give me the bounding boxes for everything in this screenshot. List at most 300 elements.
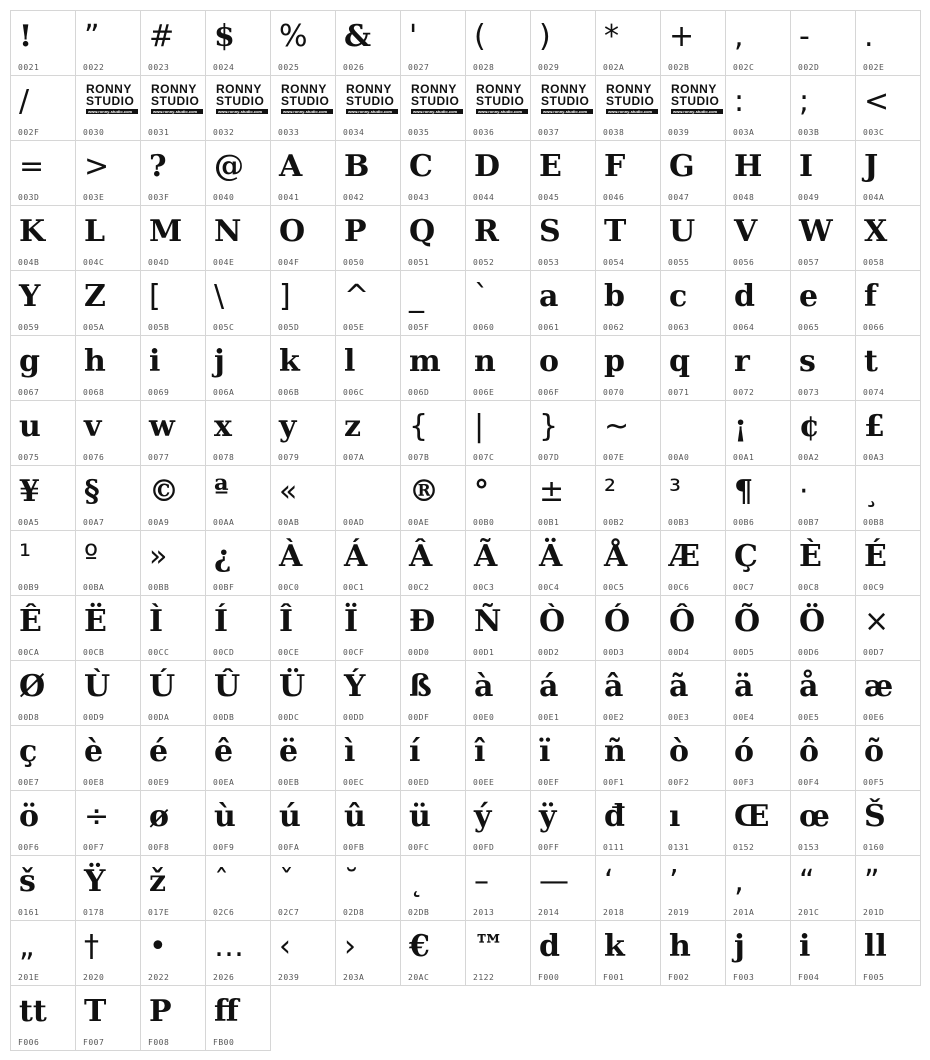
glyph-code: 0131 — [668, 843, 690, 852]
glyph-char: F — [604, 149, 626, 184]
glyph-cell — [400, 530, 466, 596]
glyph-code: 005E — [343, 323, 365, 332]
glyph-code: 2122 — [473, 973, 495, 982]
glyph-code: 00F9 — [213, 843, 235, 852]
glyph-cell — [660, 140, 726, 206]
glyph-code: 0067 — [18, 388, 40, 397]
glyph-code: 00FB — [343, 843, 365, 852]
glyph-cell — [725, 855, 791, 921]
glyph-char: L — [84, 214, 106, 249]
glyph-cell — [790, 595, 856, 661]
glyph-code: F002 — [668, 973, 690, 982]
glyph-code: 0054 — [603, 258, 625, 267]
glyph-cell — [205, 725, 271, 791]
glyph-cell — [10, 75, 76, 141]
glyph-cell — [660, 855, 726, 921]
glyph-cell — [660, 660, 726, 726]
glyph-char: ý — [474, 799, 492, 834]
logo-line-2: STUDIO — [476, 94, 525, 108]
glyph-code: 0076 — [83, 453, 105, 462]
glyph-code: 2014 — [538, 908, 560, 917]
glyph-char: ² — [604, 474, 617, 509]
glyph-code: 2020 — [83, 973, 105, 982]
glyph-cell — [205, 595, 271, 661]
glyph-char: P — [344, 214, 367, 249]
glyph-code: 00A9 — [148, 518, 170, 527]
glyph-char: Ö — [799, 604, 826, 639]
glyph-code: 2022 — [148, 973, 170, 982]
glyph-code: 00AE — [408, 518, 430, 527]
glyph-char: / — [19, 84, 30, 119]
glyph-code: 00C8 — [798, 583, 820, 592]
glyph-code: 006C — [343, 388, 365, 397]
glyph-char: æ — [864, 669, 894, 704]
glyph-cell — [790, 790, 856, 856]
glyph-code: F007 — [83, 1038, 105, 1047]
glyph-char: i — [149, 344, 161, 379]
glyph-char: © — [149, 474, 179, 509]
glyph-code: 00ED — [408, 778, 430, 787]
glyph-char: * — [604, 19, 619, 54]
glyph-code: 0043 — [408, 193, 430, 202]
glyph-code: 0051 — [408, 258, 430, 267]
glyph-char: c — [669, 279, 688, 314]
glyph-code: 002B — [668, 63, 690, 72]
glyph-code: 0062 — [603, 323, 625, 332]
glyph-cell — [10, 465, 76, 531]
glyph-cell — [790, 855, 856, 921]
glyph-code: 00E1 — [538, 713, 560, 722]
glyph-cell — [530, 725, 596, 791]
logo-line-1: RONNY — [476, 83, 522, 96]
glyph-code: 00A5 — [18, 518, 40, 527]
glyph-cell — [140, 855, 206, 921]
glyph-cell — [530, 140, 596, 206]
glyph-char: T — [604, 214, 627, 249]
glyph-char: õ — [864, 734, 885, 769]
glyph-cell — [660, 270, 726, 336]
glyph-char: a — [539, 279, 559, 314]
glyph-code: 00B8 — [863, 518, 885, 527]
glyph-char: ? — [149, 149, 167, 184]
glyph-code: 00E7 — [18, 778, 40, 787]
glyph-char: ú — [279, 799, 301, 834]
glyph-code: 017E — [148, 908, 170, 917]
logo-line-1: RONNY — [151, 83, 197, 96]
glyph-code: 2019 — [668, 908, 690, 917]
glyph-cell — [595, 530, 661, 596]
glyph-char: ” — [84, 19, 100, 54]
logo-line-1: RONNY — [346, 83, 392, 96]
glyph-char: ß — [409, 669, 432, 704]
glyph-char: ‘ — [604, 864, 614, 899]
glyph-cell — [140, 530, 206, 596]
logo-line-1: RONNY — [541, 83, 587, 96]
glyph-char: Ê — [19, 604, 42, 639]
glyph-char: H — [734, 149, 763, 184]
glyph-cell — [725, 10, 791, 76]
glyph-char: Ú — [149, 669, 176, 704]
glyph-char: s — [799, 344, 816, 379]
glyph-code: 003F — [148, 193, 170, 202]
glyph-cell — [530, 75, 596, 141]
glyph-code: F003 — [733, 973, 755, 982]
glyph-char: ˆ — [214, 864, 229, 899]
glyph-char: } — [539, 409, 559, 444]
glyph-cell — [335, 855, 401, 921]
glyph-code: 0077 — [148, 453, 170, 462]
glyph-cell — [465, 725, 531, 791]
glyph-char: Ó — [604, 604, 631, 639]
glyph-cell — [270, 790, 336, 856]
glyph-code: 007C — [473, 453, 495, 462]
glyph-cell — [140, 335, 206, 401]
glyph-code: 0028 — [473, 63, 495, 72]
glyph-char: Z — [84, 279, 106, 314]
glyph-cell — [725, 920, 791, 986]
glyph-code: F006 — [18, 1038, 40, 1047]
glyph-cell — [205, 335, 271, 401]
glyph-code: 00F3 — [733, 778, 755, 787]
glyph-cell — [140, 10, 206, 76]
glyph-code: 00C2 — [408, 583, 430, 592]
logo-line-1: RONNY — [411, 83, 457, 96]
glyph-char: ñ — [604, 734, 626, 769]
glyph-cell — [270, 465, 336, 531]
glyph-char: — — [539, 864, 569, 899]
glyph-code: 201E — [18, 973, 40, 982]
glyph-cell — [725, 725, 791, 791]
glyph-code: 00FC — [408, 843, 430, 852]
glyph-cell — [335, 790, 401, 856]
glyph-char: á — [539, 669, 559, 704]
glyph-cell — [660, 10, 726, 76]
glyph-char: Y — [19, 279, 41, 314]
glyph-code: 00A3 — [863, 453, 885, 462]
glyph-code: 00D7 — [863, 648, 885, 657]
glyph-cell — [270, 400, 336, 466]
glyph-cell — [595, 465, 661, 531]
glyph-char: ı — [669, 799, 681, 834]
glyph-char: À — [279, 539, 303, 574]
glyph-char: ü — [409, 799, 431, 834]
glyph-code: 00CA — [18, 648, 40, 657]
glyph-char: _ — [409, 279, 424, 314]
glyph-cell — [400, 465, 466, 531]
glyph-cell — [855, 140, 921, 206]
glyph-char: ¡ — [734, 409, 748, 444]
glyph-code: 00AB — [278, 518, 300, 527]
glyph-char: Ò — [539, 604, 566, 639]
glyph-char: š — [19, 864, 36, 899]
glyph-code: 00E2 — [603, 713, 625, 722]
glyph-cell — [10, 985, 76, 1051]
glyph-code: 00DB — [213, 713, 235, 722]
glyph-code: 0061 — [538, 323, 560, 332]
glyph-cell — [660, 465, 726, 531]
glyph-char: Á — [344, 539, 368, 574]
glyph-code: 00E0 — [473, 713, 495, 722]
glyph-code: 007B — [408, 453, 430, 462]
glyph-cell — [465, 595, 531, 661]
logo-line-2: STUDIO — [411, 94, 460, 108]
glyph-cell — [595, 140, 661, 206]
glyph-char: è — [84, 734, 104, 769]
glyph-char: g — [19, 344, 40, 379]
glyph-char: ø — [149, 799, 170, 834]
glyph-code: 02DB — [408, 908, 430, 917]
glyph-cell — [595, 790, 661, 856]
glyph-char: V — [734, 214, 758, 249]
glyph-code: 006A — [213, 388, 235, 397]
glyph-char: k — [604, 929, 625, 964]
glyph-char: f — [864, 279, 877, 314]
glyph-char: ° — [474, 474, 489, 509]
glyph-cell — [75, 920, 141, 986]
glyph-cell — [10, 140, 76, 206]
glyph-cell — [270, 205, 336, 271]
glyph-char: É — [864, 539, 887, 574]
glyph-cell — [205, 75, 271, 141]
glyph-char: < — [864, 84, 890, 119]
glyph-char: ì — [344, 734, 356, 769]
glyph-char: Ã — [474, 539, 498, 574]
glyph-char: w — [149, 409, 175, 444]
glyph-code: 007E — [603, 453, 625, 462]
glyph-cell — [400, 140, 466, 206]
glyph-char: ä — [734, 669, 754, 704]
glyph-cell — [660, 725, 726, 791]
glyph-code: 0038 — [603, 128, 625, 137]
logo-url: www.ronny-studio.com — [541, 109, 593, 114]
glyph-cell — [660, 790, 726, 856]
glyph-code: 00D6 — [798, 648, 820, 657]
glyph-code: 00CB — [83, 648, 105, 657]
glyph-char: é — [149, 734, 169, 769]
glyph-cell — [205, 920, 271, 986]
glyph-cell — [205, 985, 271, 1051]
glyph-cell — [75, 270, 141, 336]
logo-url: www.ronny-studio.com — [216, 109, 268, 114]
glyph-char: Š — [864, 799, 886, 834]
glyph-cell — [660, 920, 726, 986]
glyph-code: 003C — [863, 128, 885, 137]
glyph-code: 00F8 — [148, 843, 170, 852]
glyph-char: đ — [604, 799, 625, 834]
glyph-code: 20AC — [408, 973, 430, 982]
glyph-code: 00D2 — [538, 648, 560, 657]
glyph-code: 0153 — [798, 843, 820, 852]
glyph-cell — [790, 335, 856, 401]
glyph-cell — [400, 10, 466, 76]
glyph-code: 00D3 — [603, 648, 625, 657]
glyph-code: 0059 — [18, 323, 40, 332]
glyph-code: F000 — [538, 973, 560, 982]
glyph-code: 00F7 — [83, 843, 105, 852]
glyph-char: € — [409, 929, 430, 964]
ronny-studio-logo — [671, 83, 723, 117]
glyph-char: “ — [799, 864, 815, 899]
glyph-char: · — [799, 474, 809, 509]
glyph-code: 0024 — [213, 63, 235, 72]
glyph-char: E — [539, 149, 562, 184]
glyph-cell — [75, 985, 141, 1051]
glyph-cell — [465, 335, 531, 401]
glyph-cell — [10, 660, 76, 726]
glyph-cell — [140, 595, 206, 661]
glyph-code: 0031 — [148, 128, 170, 137]
glyph-cell — [335, 140, 401, 206]
glyph-char: , — [734, 19, 744, 54]
glyph-cell — [595, 595, 661, 661]
glyph-char: Å — [604, 539, 628, 574]
glyph-char: h — [669, 929, 691, 964]
glyph-char: Ï — [344, 604, 359, 639]
glyph-cell — [530, 465, 596, 531]
glyph-char: tt — [19, 994, 47, 1029]
glyph-cell — [465, 465, 531, 531]
glyph-code: 00DD — [343, 713, 365, 722]
glyph-char: > — [84, 149, 110, 184]
glyph-char: d — [539, 929, 560, 964]
glyph-cell — [140, 270, 206, 336]
glyph-char: - — [799, 19, 810, 54]
glyph-code: 002C — [733, 63, 755, 72]
glyph-cell — [660, 530, 726, 596]
glyph-code: 0044 — [473, 193, 495, 202]
glyph-char: ‹ — [279, 929, 291, 964]
glyph-char: ï — [539, 734, 551, 769]
glyph-grid — [10, 10, 920, 1050]
glyph-cell — [530, 10, 596, 76]
glyph-code: 003B — [798, 128, 820, 137]
glyph-cell — [400, 855, 466, 921]
glyph-code: 003D — [18, 193, 40, 202]
glyph-cell — [595, 660, 661, 726]
glyph-cell — [725, 140, 791, 206]
glyph-char: ù — [214, 799, 236, 834]
glyph-char: £ — [864, 409, 885, 444]
logo-line-2: STUDIO — [86, 94, 135, 108]
logo-line-2: STUDIO — [216, 94, 265, 108]
glyph-char: X — [864, 214, 888, 249]
glyph-char: • — [149, 929, 167, 964]
glyph-code: 00F4 — [798, 778, 820, 787]
glyph-char: § — [84, 474, 100, 509]
glyph-char: B — [344, 149, 370, 184]
glyph-cell — [530, 400, 596, 466]
glyph-char: h — [84, 344, 106, 379]
glyph-char: r — [734, 344, 750, 379]
glyph-cell — [400, 75, 466, 141]
glyph-code: 0033 — [278, 128, 300, 137]
glyph-cell — [75, 530, 141, 596]
glyph-char: % — [279, 19, 308, 54]
glyph-code: 004F — [278, 258, 300, 267]
glyph-cell — [400, 335, 466, 401]
glyph-code: 004B — [18, 258, 40, 267]
glyph-code: 00CE — [278, 648, 300, 657]
glyph-code: 0036 — [473, 128, 495, 137]
glyph-char: ” — [864, 864, 880, 899]
glyph-char: ) — [539, 19, 551, 54]
ronny-studio-logo — [541, 83, 593, 117]
glyph-cell — [400, 595, 466, 661]
glyph-cell — [270, 530, 336, 596]
glyph-cell — [75, 595, 141, 661]
glyph-code: 00AA — [213, 518, 235, 527]
glyph-code: 00F5 — [863, 778, 885, 787]
glyph-char: ff — [214, 994, 239, 1029]
glyph-cell — [855, 660, 921, 726]
glyph-code: 00F1 — [603, 778, 625, 787]
glyph-cell — [530, 790, 596, 856]
glyph-cell — [205, 140, 271, 206]
ronny-studio-logo — [476, 83, 528, 117]
glyph-char: È — [799, 539, 822, 574]
logo-line-2: STUDIO — [281, 94, 330, 108]
glyph-char: Œ — [734, 799, 770, 834]
logo-url: www.ronny-studio.com — [346, 109, 398, 114]
glyph-char: D — [474, 149, 501, 184]
glyph-cell — [465, 920, 531, 986]
glyph-code: 201D — [863, 908, 885, 917]
glyph-code: 0057 — [798, 258, 820, 267]
glyph-char: ÿ — [539, 799, 557, 834]
logo-url: www.ronny-studio.com — [281, 109, 333, 114]
glyph-cell — [465, 400, 531, 466]
glyph-code: 0065 — [798, 323, 820, 332]
glyph-code: 00A7 — [83, 518, 105, 527]
glyph-cell — [465, 205, 531, 271]
glyph-code: 0052 — [473, 258, 495, 267]
glyph-char: $ — [214, 19, 235, 54]
glyph-cell — [140, 985, 206, 1051]
glyph-cell — [335, 270, 401, 336]
glyph-code: 00D1 — [473, 648, 495, 657]
glyph-cell — [140, 660, 206, 726]
glyph-code: 0075 — [18, 453, 40, 462]
logo-line-1: RONNY — [671, 83, 717, 96]
glyph-cell — [270, 660, 336, 726]
glyph-char: e — [799, 279, 819, 314]
glyph-code: 007A — [343, 453, 365, 462]
glyph-cell — [75, 400, 141, 466]
glyph-code: 00C4 — [538, 583, 560, 592]
glyph-char: î — [474, 734, 486, 769]
glyph-char: ~ — [604, 409, 630, 444]
glyph-cell — [725, 205, 791, 271]
glyph-char: ˛ — [409, 864, 424, 899]
glyph-cell — [400, 400, 466, 466]
glyph-char: ª — [214, 474, 229, 509]
glyph-code: 00C5 — [603, 583, 625, 592]
glyph-char: n — [474, 344, 496, 379]
glyph-char: ll — [864, 929, 887, 964]
glyph-code: 0047 — [668, 193, 690, 202]
glyph-code: 00B1 — [538, 518, 560, 527]
glyph-char: j — [214, 344, 225, 379]
glyph-code: 00F2 — [668, 778, 690, 787]
glyph-cell — [465, 790, 531, 856]
glyph-code: 0039 — [668, 128, 690, 137]
glyph-char: x — [214, 409, 232, 444]
glyph-cell — [790, 660, 856, 726]
glyph-char: Ý — [344, 669, 366, 704]
glyph-char: – — [474, 864, 489, 899]
glyph-cell — [595, 75, 661, 141]
glyph-cell — [855, 595, 921, 661]
